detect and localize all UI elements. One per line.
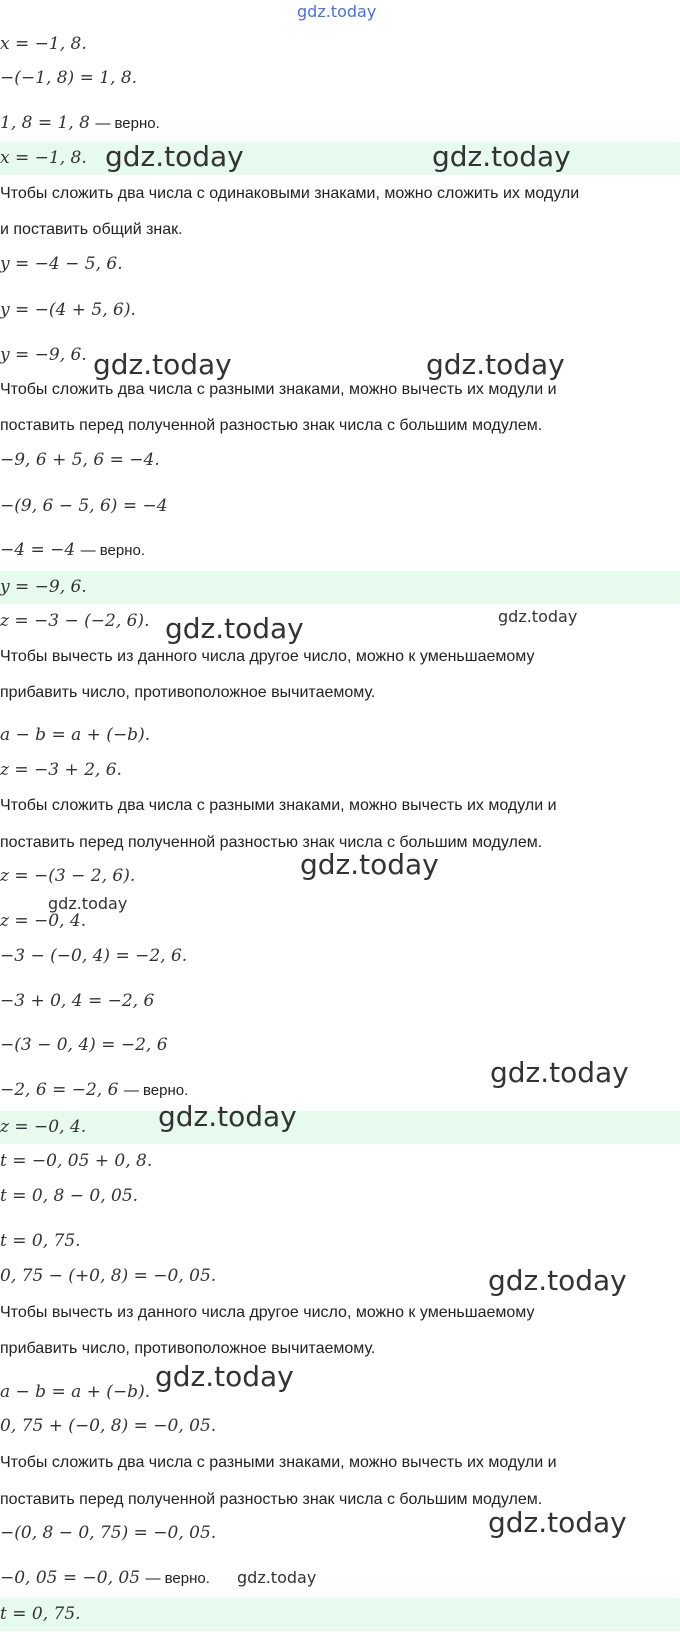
equation: y = −(4 + 5, 6). [0, 300, 136, 320]
equation: a − b = a + (−b). [0, 725, 151, 745]
equation: z = −3 − (−2, 6). [0, 611, 150, 631]
rule-text: и поставить общий знак. [0, 221, 183, 238]
equation: −(0, 8 − 0, 75) = −0, 05. [0, 1523, 217, 1543]
watermark: gdz.today [48, 894, 128, 913]
equation: y = −9, 6. [0, 345, 87, 365]
equation [0, 113, 160, 133]
rule-text: поставить перед полученной разностью знак числа с большим модулем. [0, 1491, 543, 1508]
equation: −3 + 0, 4 = −2, 6 [0, 991, 155, 1011]
rule-text: поставить перед полученной разностью знак числа с большим модулем. [0, 417, 543, 434]
equation: −(−1, 8) = 1, 8. [0, 68, 138, 88]
correct-label: — верно. [123, 1082, 189, 1099]
watermark: gdz.today [158, 1100, 297, 1133]
equation: 0, 75 − (+0, 8) = −0, 05. [0, 1266, 217, 1286]
equation: t = 0, 75. [0, 1231, 81, 1251]
answer-highlight [0, 1111, 680, 1144]
correct-label: — верно. [80, 542, 146, 559]
watermark: gdz.today [165, 612, 304, 645]
answer-line: y = −9, 6. [0, 577, 87, 597]
watermark: gdz.today [488, 1264, 627, 1297]
equation: x = −1, 8. [0, 34, 87, 54]
answer-line: t = 0, 75. [0, 1604, 81, 1624]
equation-text: 1, 8 = 1, 8 [0, 113, 90, 133]
header-watermark: gdz.today [297, 2, 377, 21]
equation [0, 1080, 188, 1100]
rule-text: поставить перед полученной разностью знак числа с большим модулем. [0, 834, 543, 851]
equation-text: −2, 6 = −2, 6 [0, 1080, 119, 1100]
watermark: gdz.today [498, 607, 578, 626]
rule-text: Чтобы сложить два числа с разными знаками, можно вычесть их модули и [0, 797, 557, 814]
correct-label: — верно. [145, 1570, 210, 1587]
answer-highlight [0, 1598, 680, 1631]
answer-line: x = −1, 8. [0, 148, 87, 168]
equation: −(9, 6 − 5, 6) = −4 [0, 496, 168, 516]
rule-text: прибавить число, противоположное вычитаемому. [0, 684, 376, 701]
correct-label: — верно. [95, 115, 160, 132]
equation: y = −4 − 5, 6. [0, 254, 123, 274]
equation [0, 1568, 210, 1588]
rule-text: Чтобы вычесть из данного числа другое число, можно к уменьшаемому [0, 1304, 535, 1321]
equation: −3 − (−0, 4) = −2, 6. [0, 946, 188, 966]
rule-text: Чтобы сложить два числа с разными знаками, можно вычесть их модули и [0, 1454, 557, 1471]
watermark: gdz.today [237, 1568, 317, 1587]
answer-highlight [0, 571, 680, 604]
rule-text: Чтобы сложить два числа с одинаковыми знаками, можно сложить их модули [0, 185, 580, 202]
watermark: gdz.today [426, 348, 565, 381]
equation-text: −0, 05 = −0, 05 [0, 1568, 141, 1588]
equation-text: −4 = −4 [0, 540, 76, 560]
watermark: gdz.today [93, 348, 232, 381]
equation: z = −3 + 2, 6. [0, 760, 122, 780]
rule-text: Чтобы вычесть из данного числа другое число, можно к уменьшаемому [0, 648, 535, 665]
equation: z = −(3 − 2, 6). [0, 866, 136, 886]
equation: t = −0, 05 + 0, 8. [0, 1151, 153, 1171]
equation: a − b = a + (−b). [0, 1382, 151, 1402]
equation: −9, 6 + 5, 6 = −4. [0, 450, 160, 470]
watermark: gdz.today [105, 140, 244, 173]
watermark: gdz.today [432, 140, 571, 173]
watermark: gdz.today [490, 1056, 629, 1089]
watermark: gdz.today [155, 1360, 294, 1393]
watermark: gdz.today [300, 848, 439, 881]
answer-line: z = −0, 4. [0, 1117, 87, 1137]
equation: −(3 − 0, 4) = −2, 6 [0, 1035, 168, 1055]
watermark: gdz.today [488, 1506, 627, 1539]
answer-highlight [0, 142, 680, 175]
equation: 0, 75 + (−0, 8) = −0, 05. [0, 1416, 217, 1436]
equation: z = −0, 4. [0, 911, 87, 931]
equation [0, 540, 145, 560]
rule-text: прибавить число, противоположное вычитаемому. [0, 1340, 376, 1357]
equation: t = 0, 8 − 0, 05. [0, 1186, 139, 1206]
rule-text: Чтобы сложить два числа с разными знаками, можно вычесть их модули и [0, 381, 557, 398]
